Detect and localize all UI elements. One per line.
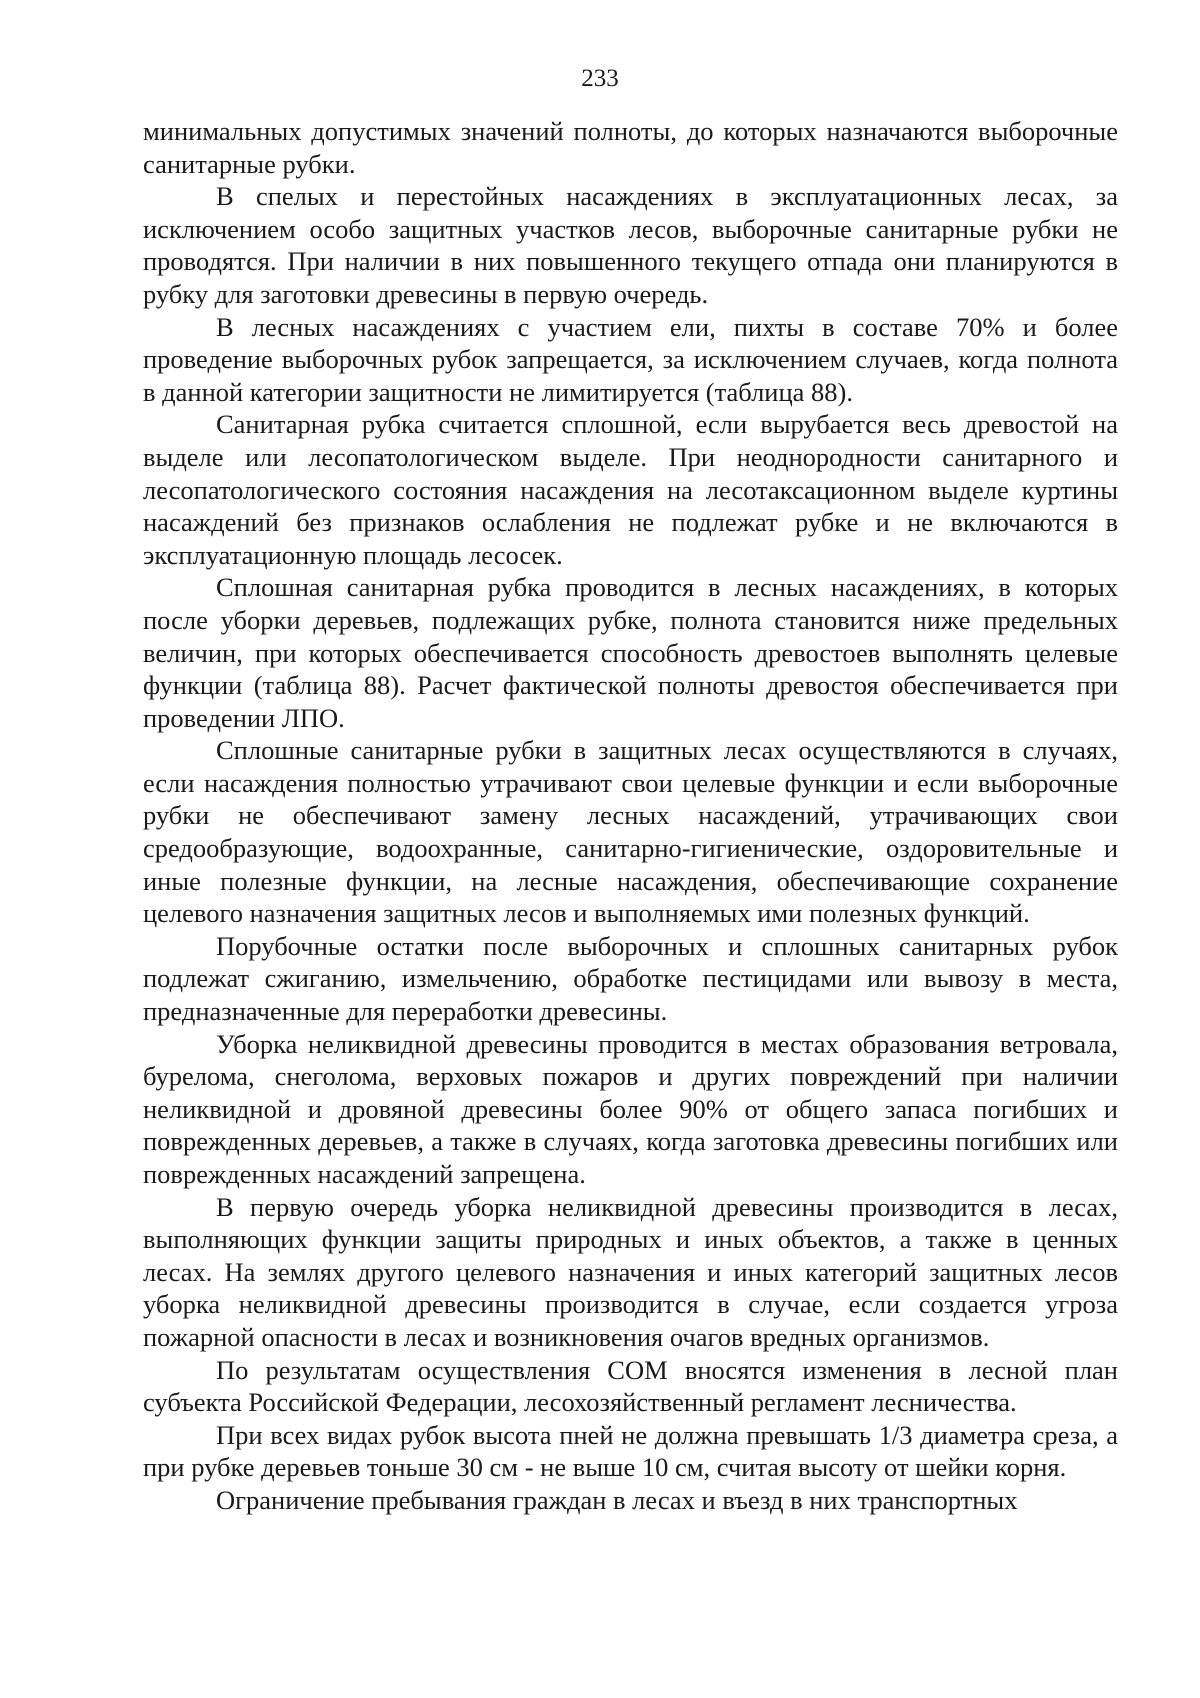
document-body — [143, 115, 1118, 1517]
paragraph-access-restriction: Ограничение пребывания граждан в лесах и въезд в них транспортных — [216, 1484, 1018, 1515]
paragraph-clear-sanitary-definition: Санитарная рубка считается сплошной, если вырубается весь древостой на выделе или лесопатологическом выделе. При неоднородности санитарного и лесопатологического состояния насаждения на лесотаксационном выделе куртины насаждений без признаков ослабления не подлежат рубке и не включаются в эксплуатационную площадь лесосек. — [143, 409, 1118, 570]
paragraph-continuation: минимальных допустимых значений полноты, до которых назначаются выборочные санитарные рубки. — [143, 116, 1118, 179]
paragraph-protective-forests: Сплошные санитарные рубки в защитных лесах осуществляются в случаях, если насаждения полностью утрачивают свои целевые функции и если выборочные рубки не обеспечивают замену лесных насаждений, утрачивающих свои средообразующие, водоохранные, санитарно-гигиенические, оздоровительные и иные полезные функции, на лесные насаждения, обеспечивающие сохранение целевого назначения защитных лесов и выполняемых ими полезных функций. — [143, 735, 1118, 929]
paragraph-clear-sanitary-conditions: Сплошная санитарная рубка проводится в лесных насаждениях, в которых после уборки деревьев, подлежащих рубке, полнота становится ниже предельных величин, при которых обеспечивается способность древостоев выполнять целевые функции (таблица 88). Расчет фактической полноты древостоя обеспечивается при проведении ЛПО. — [143, 572, 1118, 733]
page-number: 233 — [581, 65, 619, 92]
paragraph-forest-plan-changes: По результатам осуществления СОМ вносятся изменения в лесной план субъекта Российской Федерации, лесохозяйственный регламент лесничества. — [143, 1354, 1118, 1418]
paragraph-logging-residues: Порубочные остатки после выборочных и сплошных санитарных рубок подлежат сжиганию, измельчению, обработке пестицидами или вывозу в места, предназначенные для переработки древесины. — [143, 930, 1118, 1027]
paragraph-spruce-fir-stands: В лесных насаждениях с участием ели, пихты в составе 70% и более проведение выборочных рубок запрещается, за исключением случаев, когда полнота в данной категории защитности не лимитируется (таблица 88). — [143, 311, 1118, 407]
paragraph-priority-removal: В первую очередь уборка неликвидной древесины производится в лесах, выполняющих функции защиты природных и иных объектов, а также в ценных лесах. На землях другого целевого назначения и иных категорий защитных лесов уборка неликвидной древесины производится в случае, если создается угроза пожарной опасности в лесах и возникновения очагов вредных организмов. — [143, 1191, 1118, 1352]
paragraph-stump-height: При всех видах рубок высота пней не должна превышать 1/3 диаметра среза, а при рубке деревьев тоньше 30 см - не выше 10 см, считая высоту от шейки корня. — [143, 1419, 1118, 1483]
paragraph-illiquid-wood-removal: Уборка неликвидной древесины проводится в местах образования ветровала, бурелома, снеголома, верховых пожаров и других повреждений при наличии неликвидной и дровяной древесины более 90% от общего запаса погибших и поврежденных деревьев, а также в случаях, когда заготовка древесины погибших или поврежденных насаждений запрещена. — [143, 1028, 1118, 1189]
paragraph-mature-stands: В спелых и перестойных насаждениях в эксплуатационных лесах, за исключением особо защитных участков лесов, выборочные санитарные рубки не проводятся. При наличии в них повышенного текущего отпада они планируются в рубку для заготовки древесины в первую очередь. — [143, 181, 1118, 309]
